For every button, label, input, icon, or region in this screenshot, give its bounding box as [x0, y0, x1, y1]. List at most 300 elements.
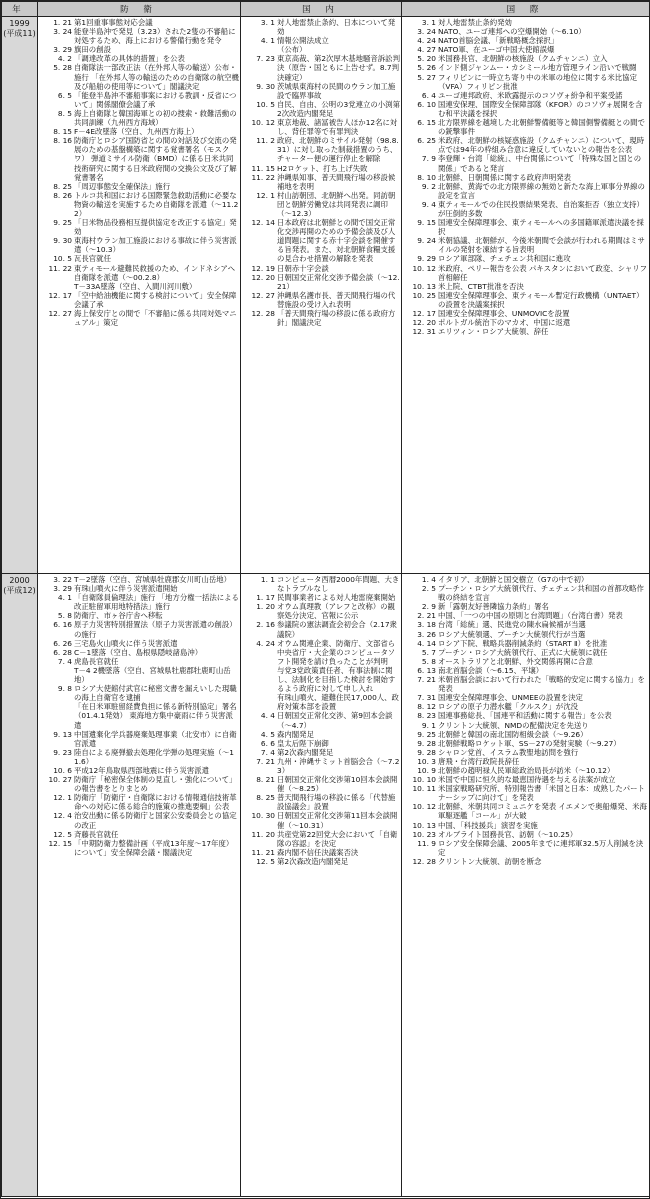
event-text: 防衛庁とロシア国防省との間の対話及び交流の発展のための基盤構築に関する覚書署名（モスクワ） 弾道ミサイル防衛（BMD）に係る日米共同技術研究に関する日米政府間の交換公文及び了解覚書署名 — [74, 136, 237, 182]
domestic-event — [242, 739, 400, 748]
international-event — [403, 309, 648, 318]
event-date: 3. 1 — [421, 18, 436, 27]
event-text: 北方限界線を越境した北朝鮮警備艇等と韓国側警備艇との間での銃撃事件 — [438, 118, 645, 137]
event-text: 森内閣発足 — [277, 729, 314, 739]
international-event — [403, 702, 648, 711]
event-date: 8. 15 — [53, 127, 72, 137]
domestic-event — [242, 639, 400, 666]
defense-event — [39, 91, 239, 109]
event-date: 8. 23 — [417, 711, 436, 721]
international-event — [403, 45, 648, 54]
defense-event — [39, 584, 239, 593]
domestic-event — [242, 164, 400, 173]
defense-event — [39, 593, 239, 611]
domestic-event — [242, 711, 400, 729]
event-text: シャロン党首、イスラム教聖地訪問を強行 — [438, 747, 579, 757]
event-date: 7. 4 — [57, 656, 72, 666]
event-text: 米国務長官、北朝鮮の核施設（クムチャンニ）立入 — [438, 54, 608, 64]
defense-event — [39, 639, 239, 648]
domestic-event — [242, 748, 400, 757]
event-text: 日朝赤十字会談 — [277, 263, 329, 273]
international-event — [403, 264, 648, 282]
event-text: 海上保安庁との間で「不審船に係る共同対処マニュアル」策定 — [74, 309, 237, 328]
event-date: 9. 29 — [417, 254, 436, 264]
event-text: 能登半島沖で発見（3.23）された2隻の不審船に対処するため、海上における警備行動を発令 — [74, 27, 236, 46]
event-text: 日朝国交正常化交渉、第9回本会談（～4.7） — [277, 711, 393, 730]
international-event — [403, 739, 648, 748]
event-date: 12. 20 — [412, 318, 436, 328]
event-date: 2. 21 — [417, 611, 436, 621]
event-date: 3. 22 — [53, 575, 72, 584]
event-date: 5. 8 — [57, 611, 72, 621]
defense-event — [39, 236, 239, 254]
event-text: 「周辺事態安全確保法」施行 — [74, 181, 171, 191]
header-year: 年 — [2, 2, 38, 17]
international-event — [403, 54, 648, 63]
international-event — [403, 748, 648, 757]
event-text: 米政府、北朝鮮の核疑惑施設（クムチャンニ）について、現時点では94年の枠組み合意に違反していないとの報告を公表 — [438, 136, 645, 155]
event-date: 9. 8 — [57, 684, 72, 694]
event-date: 6. 16 — [53, 620, 72, 630]
event-date: 6. 26 — [53, 638, 72, 648]
event-date: 8. 10 — [417, 172, 436, 182]
international-cell — [402, 17, 650, 574]
domestic-event — [242, 309, 400, 327]
event-date: 3. 29 — [53, 584, 72, 594]
event-date: 1. 21 — [53, 18, 72, 27]
year-row — [2, 574, 650, 1197]
international-event — [403, 657, 648, 666]
international-event — [403, 218, 648, 236]
event-date: 9. 4 — [421, 199, 436, 209]
defense-event — [39, 264, 239, 282]
domestic-event — [242, 173, 400, 191]
international-event — [403, 802, 648, 820]
international-event — [403, 675, 648, 693]
defense-event — [39, 730, 239, 748]
event-text: トルコ共和国における国際緊急救助活動に必要な物資の輸送を実施するため自衛隊を派遣（～11.22） — [74, 190, 239, 218]
event-date: 6. 15 — [417, 118, 436, 128]
event-date: 11. 22 — [48, 263, 72, 273]
defense-cell — [38, 574, 241, 1197]
event-date: 11. 2 — [256, 136, 275, 146]
defense-event — [39, 18, 239, 27]
event-text: 原子力災害特別措置法（原子力災害派遣の創設）の施行 — [74, 620, 237, 639]
event-date: 4. 5 — [260, 729, 275, 739]
event-text: 斉藤長官就任 — [74, 829, 119, 839]
event-date: 9. 28 — [417, 738, 436, 748]
event-text: 国連安保理、国際安全保障部隊（KFOR）のコソヴォ展開を含む和平決議を採択 — [438, 99, 643, 118]
event-text: 村山訪朝団、北朝鮮へ出発。同訪朝団と朝鮮労働党は共同発表に調印（～12.3） — [277, 190, 396, 218]
era-label: (平成11) — [3, 29, 36, 38]
domestic-event — [242, 18, 400, 36]
event-text: 国連安全保障理事会、東ティモール暫定行政機構（UNTAET）の設置を決議案採択 — [438, 290, 644, 309]
defense-event — [39, 218, 239, 236]
event-date: 4. 27 — [417, 45, 436, 55]
event-text: 虎島長官就任 — [74, 656, 119, 666]
international-event — [403, 18, 648, 27]
event-text: 海上自衛隊と韓国海軍との初の捜索・救難活動の共同訓練（九州西方海域） — [74, 108, 237, 128]
event-text: NATO軍、在ユーゴ中国大使館誤爆 — [438, 45, 555, 55]
domestic-event — [242, 100, 400, 118]
event-date: 8. 21 — [256, 775, 275, 785]
event-date: 2. 9 — [421, 602, 436, 612]
domestic-event — [242, 775, 400, 793]
event-text: 東海村ウラン加工施設における事故に伴う災害派遣（～10.3） — [74, 236, 237, 255]
domestic-event — [242, 118, 400, 136]
event-text: 日本政府は北朝鮮との間で国交正常化交渉再開のための予備会談及び人道問題に関する赤十字会談を開催する旨発表。また、対北朝鮮食糧支援の見合わせ措置の解除を発表 — [277, 218, 396, 264]
event-date — [39, 666, 74, 684]
event-date: 8. 25 — [53, 181, 72, 191]
defense-event — [39, 309, 239, 327]
event-text: 日朝国交正常化交渉第11回本会談開催（～10.31） — [277, 811, 398, 830]
event-date: 9. 25 — [53, 218, 72, 228]
event-date: 12. 27 — [251, 290, 275, 300]
event-date: 6. 13 — [417, 665, 436, 675]
event-text: 普天間飛行場の移設に係る「代替施設協議会」設置 — [277, 793, 396, 812]
event-date: 10. 12 — [412, 263, 436, 273]
event-date: 9. 28 — [417, 747, 436, 757]
event-text: クリントン大統領、訪朝を断念 — [438, 856, 542, 866]
event-text: ロシア大使館付武官に秘密文書を漏えいした現職の海上自衛官を逮捕 — [74, 684, 237, 703]
defense-event — [39, 575, 239, 584]
international-event — [403, 857, 648, 866]
event-date: 12. 5 — [256, 856, 275, 866]
event-date: 11. 15 — [251, 163, 275, 173]
event-text: 李登輝・台湾「総統」、中台関係について「特殊な国と国との関係」であると発言 — [438, 154, 642, 173]
event-text: 第2次森改造内閣発足 — [277, 856, 349, 866]
event-date: 9. 23 — [53, 747, 72, 757]
defense-event — [39, 109, 239, 127]
event-text: 有珠山噴火、避難住民17,000人、政府対策本部を設置 — [277, 693, 399, 712]
defense-event — [39, 611, 239, 620]
event-date: 10. 6 — [53, 765, 72, 775]
event-text: ロシアの原子力潜水艦「クルスク」が沈没 — [438, 702, 578, 712]
international-event — [403, 639, 648, 648]
event-text: 瓦長官就任 — [74, 254, 111, 264]
event-date: 5. 26 — [417, 63, 436, 73]
event-date: 8. 26 — [53, 190, 72, 200]
international-event — [403, 154, 648, 172]
defense-event — [39, 282, 239, 291]
domestic-event — [242, 291, 400, 309]
international-event — [403, 821, 648, 830]
event-text: プーチン・ロシア大統領代行、正式に大統領に就任 — [438, 647, 608, 657]
event-date: 12. 17 — [48, 290, 72, 300]
international-event — [403, 620, 648, 629]
event-text: 共産党第22回党大会において「自衛隊の容認」を決定 — [277, 829, 398, 848]
event-text: 東京地裁、諸冨被告人ほか12名に対し、背任罪等で有罪判決 — [277, 118, 398, 137]
event-text: 米朝協議、北朝鮮が、今後米朝間で会談が行われる期間はミサイルの発射を凍結する旨表明 — [438, 236, 645, 255]
year-label: 1999 — [9, 19, 30, 28]
international-event — [403, 173, 648, 182]
event-text: 情報公開法成立 — [277, 36, 329, 46]
event-text: 北朝鮮、黄海での北方限界線の無効と新たな海上軍事分界線の設定を宣言 — [438, 181, 645, 200]
event-text: 日朝国交正常化交渉予備会談（～12.21） — [277, 272, 400, 291]
header-row — [2, 2, 650, 17]
event-text: 防衛庁「防衛庁・自衛隊における情報通信技術革命への対応に係る総合的施策の推進要綱」公表 — [74, 793, 237, 812]
event-text: 東ティモールでの住民投票結果発表、自治案拒否（独立支持）が圧倒的多数 — [438, 199, 644, 218]
event-date: 12. 5 — [53, 829, 72, 839]
event-date: 10. 13 — [412, 281, 436, 291]
event-text: 「自衛隊員倫理法」施行 「地方分権一括法による改正駐留軍用地特措法」施行 — [74, 593, 239, 612]
header-domestic: 国 内 — [241, 2, 402, 17]
event-text: 九州・沖縄サミット首脳会合（～7.23） — [277, 756, 400, 775]
defense-cell — [38, 17, 241, 574]
event-text: 米国家戦略研究所、特別報告書「米国と日本：成熟したパートナーシップに向けて」を発表 — [438, 784, 645, 803]
event-text: 治安出動に係る防衛庁と国家公安委員会との協定の改正 — [74, 811, 237, 830]
event-text: 「在日米軍駐留経費負担に係る新特別協定」署名（01.4.1発効） 東海地方集中豪雨に伴う災害派遣 — [74, 702, 237, 730]
event-text: 「能登半島沖不審船事案における教訓・反省について」関係閣僚会議了承 — [74, 90, 237, 109]
event-text: 有珠山噴火に伴う災害派遣開始 — [74, 584, 178, 594]
event-date: 11. 22 — [251, 172, 275, 182]
event-text: 対人地雷禁止条約発効 — [438, 18, 512, 27]
event-text: フィリピンに一時立ち寄り中の米軍の地位に関する米比協定（VFA）フィリピン批准 — [438, 72, 637, 91]
event-text: 皇太后陛下崩御 — [277, 738, 329, 748]
event-date — [39, 282, 74, 291]
event-date: 10. 11 — [412, 784, 436, 794]
domestic-event — [242, 620, 400, 638]
event-text: 東ティモール避難民救援のため、インドネシアへ自衛隊を派遣（～00.2.8） — [74, 263, 236, 282]
international-event — [403, 766, 648, 775]
event-text: 森内閣不信任決議案否決 — [277, 847, 359, 857]
event-date: 10. 5 — [53, 254, 72, 264]
defense-event — [39, 291, 239, 309]
event-text: 唐飛・台湾行政院長辞任 — [438, 756, 520, 766]
event-date: 3. 1 — [260, 18, 275, 27]
event-text: 「調達改革の具体的措置」を公表 — [74, 54, 185, 64]
event-date — [242, 45, 277, 54]
event-text: 「日米物品役務相互提供協定を改正する協定」発効 — [74, 218, 237, 237]
event-date: 9. 25 — [417, 729, 436, 739]
event-text: オルブライト国務長官、訪朝（～10.25） — [438, 829, 578, 839]
header-defense: 防 衛 — [38, 2, 241, 17]
international-event — [403, 666, 648, 675]
defense-event — [39, 620, 239, 638]
event-date: 6. 4 — [421, 90, 436, 100]
event-date: 7. 21 — [256, 756, 275, 766]
domestic-event — [242, 264, 400, 273]
event-date: 1. 4 — [421, 575, 436, 584]
international-event — [403, 291, 648, 309]
event-date: 4. 1 — [57, 593, 72, 603]
event-date: 3. 24 — [53, 27, 72, 37]
event-text: 国連安全保障理事会、UNMOVICを設置 — [438, 309, 570, 318]
international-event — [403, 757, 648, 766]
event-text: 北朝鮮と韓国の南北国防相級会談（～9.26） — [438, 729, 588, 739]
event-date: 7. 21 — [417, 675, 436, 685]
domestic-event — [242, 593, 400, 602]
international-event — [403, 182, 648, 200]
defense-event — [39, 830, 239, 839]
event-date: 9. 24 — [417, 236, 436, 246]
international-event — [403, 27, 648, 36]
event-date: 5. 8 — [421, 656, 436, 666]
event-text: 米上院、CTBT批准を否決 — [438, 281, 524, 291]
international-event — [403, 839, 648, 857]
event-text: 北朝鮮、日朝関係に関する政府声明発表 — [438, 172, 572, 182]
event-date: 10. 12 — [251, 118, 275, 128]
domestic-event — [242, 830, 400, 848]
international-event — [403, 200, 648, 218]
event-date: 1. 1 — [260, 575, 275, 584]
event-date: 9. 1 — [421, 720, 436, 730]
event-date: 6. 10 — [417, 99, 436, 109]
event-text: インド側ジャンムー・カシミール地方管理ライン沿いで戦闘 — [438, 63, 637, 73]
domestic-event — [242, 666, 400, 693]
event-text: T－2墜落（空自、宮城県牡鹿郡女川町山岳地） — [74, 575, 232, 584]
event-date: 3. 18 — [417, 620, 436, 630]
defense-event — [39, 657, 239, 666]
international-event — [403, 63, 648, 72]
event-text: ロシア安全保障会議、2005年までに連邦軍32.5万人削減を決定 — [438, 838, 644, 857]
event-text: 新「露朝友好善隣協力条約」署名 — [438, 602, 549, 612]
event-text: T－4 2機墜落（空自、宮城県牡鹿郡牡鹿町山岳地） — [74, 665, 231, 685]
event-date — [39, 702, 74, 729]
international-event — [403, 100, 648, 118]
event-date: 10. 13 — [412, 820, 436, 830]
event-text: 「空中給油機能に関する検討について」安全保障会議了承 — [74, 290, 237, 309]
event-date: 7. 4 — [260, 747, 275, 757]
event-date: 2. 5 — [421, 584, 436, 594]
event-date: 6. 25 — [417, 136, 436, 146]
international-event — [403, 236, 648, 254]
defense-event — [39, 811, 239, 829]
event-text: 自民、自由、公明の3党連立の小渕第2次改造内閣発足 — [277, 99, 400, 118]
event-date: 9. 30 — [256, 81, 275, 91]
defense-event — [39, 63, 239, 90]
domestic-event — [242, 757, 400, 775]
event-date: 10. 25 — [412, 290, 436, 300]
event-date — [242, 693, 277, 711]
header-international: 国 際 — [402, 2, 650, 17]
defense-event — [39, 839, 239, 857]
event-text: ロシア軍部隊、チェチェン共和国に進攻 — [438, 254, 571, 264]
domestic-event — [242, 693, 400, 711]
event-date: 7. 9 — [421, 154, 436, 164]
event-date: 12. 4 — [53, 811, 72, 821]
event-date: 9. 15 — [417, 218, 436, 228]
domestic-event — [242, 848, 400, 857]
international-event — [403, 254, 648, 263]
event-text: 「中期防衛力整備計画（平成13年度～17年度）について」安全保障会議・閣議決定 — [74, 838, 234, 857]
domestic-event — [242, 136, 400, 163]
international-event — [403, 91, 648, 100]
event-text: 北朝鮮、米朝共同コミュニケを発表 イエメンで奥船爆発、米海軍駆逐艦「コール」が大破 — [438, 802, 647, 821]
event-text: 日朝国交正常化交渉第10回本会談開催（～8.25） — [277, 775, 398, 794]
event-text: 民間事業者による対人地雷廃棄開始 — [277, 593, 396, 603]
international-event — [403, 118, 648, 136]
defense-event — [39, 136, 239, 181]
event-date: 2. 16 — [256, 620, 275, 630]
event-text: コンピュータ西暦2000年問題、大きなトラブルなし — [277, 575, 400, 594]
event-text: T－33A墜落（空自、入間川河川敷） — [74, 281, 197, 291]
domestic-event — [242, 218, 400, 263]
defense-event — [39, 54, 239, 63]
defense-event — [39, 191, 239, 218]
event-date: 11. 20 — [251, 829, 275, 839]
international-event — [403, 721, 648, 730]
event-date: 3. 29 — [53, 45, 72, 55]
event-text: 国連安全保障理事会、UNMEEの設置を決定 — [438, 693, 583, 703]
event-date: 4. 14 — [417, 638, 436, 648]
event-text: H2ロケット、打ち上げ失敗 — [277, 163, 368, 173]
event-text: 国連事務総長、「国連平和活動に関する報告」を公表 — [438, 711, 612, 721]
international-event — [403, 575, 648, 584]
event-text: 第1回重事事態対応会議 — [74, 18, 153, 27]
international-event — [403, 602, 648, 611]
event-text: 防衛庁、市ヶ谷庁舎へ移転 — [74, 611, 163, 621]
event-date: 7. 31 — [417, 693, 436, 703]
event-date: 8. 5 — [57, 108, 72, 118]
chronology-table — [1, 1, 650, 1197]
event-date: 10. 10 — [412, 775, 436, 785]
event-date: 3. 26 — [417, 629, 436, 639]
international-event — [403, 775, 648, 784]
event-date: 10. 30 — [251, 811, 275, 821]
event-date: 1. 17 — [256, 593, 275, 603]
event-text: 「普天間飛行場の移設に係る政府方針」閣議決定 — [277, 309, 396, 328]
international-event — [403, 73, 648, 91]
event-text: 対人地雷禁止条約、日本について発効 — [277, 18, 396, 37]
domestic-event — [242, 36, 400, 45]
event-date: 3. 24 — [417, 27, 436, 37]
event-date: 12. 19 — [251, 263, 275, 273]
event-date: 12. 31 — [412, 327, 436, 337]
year-row — [2, 17, 650, 574]
event-date: 4. 24 — [417, 36, 436, 46]
defense-event — [39, 748, 239, 766]
event-text: 第2次森内閣発足 — [277, 747, 334, 757]
event-date: 8. 16 — [53, 136, 72, 146]
event-date: 9. 2 — [421, 181, 436, 191]
event-date: 12. 20 — [251, 272, 275, 282]
defense-event — [39, 648, 239, 657]
international-event — [403, 784, 648, 802]
event-text: NATO首脳会議、「新戦略概念採択」 — [438, 36, 559, 46]
event-text: 台湾「総統」選、民進党の陳水扁候補が当選 — [438, 620, 586, 630]
event-date: 10. 23 — [412, 829, 436, 839]
event-text: 東京高裁、第2次厚木基地騒音訴訟判決（原告・国ともに上告せず。8.7判決確定） — [277, 54, 400, 82]
event-text: 沖縄県名護市長、普天間飛行場の代替施設の受け入れ表明 — [277, 290, 396, 309]
event-date: 4. 24 — [256, 638, 275, 648]
event-text: 米政府、ペリー報告を公表 パキスタンにおいて政変、シャリフ首相解任 — [438, 263, 647, 282]
event-text: ユーゴ連邦政府、米欧露提示のコソヴォ紛争和平案受諾 — [438, 90, 623, 100]
event-date: 5. 28 — [53, 63, 72, 73]
event-text: 沖縄県知事、普天間飛行場の移設候補地を表明 — [277, 172, 396, 191]
domestic-event — [242, 730, 400, 739]
event-date: 12. 28 — [251, 309, 275, 318]
event-date: 12. 1 — [256, 190, 275, 200]
domestic-event — [242, 575, 400, 593]
event-text: イタリア、北朝鮮と国交樹立（G7の中で初） — [438, 575, 589, 584]
defense-event — [39, 702, 239, 729]
event-date: 10. 9 — [417, 765, 436, 775]
international-event — [403, 36, 648, 45]
event-date: 4. 4 — [260, 711, 275, 721]
international-event — [403, 327, 648, 336]
event-date: 8. 12 — [417, 702, 436, 712]
domestic-event — [242, 54, 400, 81]
event-text: 参議院の憲法調査会初会合（2.17衆議院） — [277, 620, 397, 639]
event-text: 茨城県東海村の民間のウラン加工施設で臨界事故 — [277, 81, 396, 100]
international-event — [403, 136, 648, 154]
event-date: 12. 15 — [48, 838, 72, 848]
event-date: 10. 27 — [48, 775, 72, 785]
event-text: 旗田の創設 — [74, 45, 111, 55]
event-date: 10. 3 — [417, 756, 436, 766]
defense-event — [39, 766, 239, 775]
